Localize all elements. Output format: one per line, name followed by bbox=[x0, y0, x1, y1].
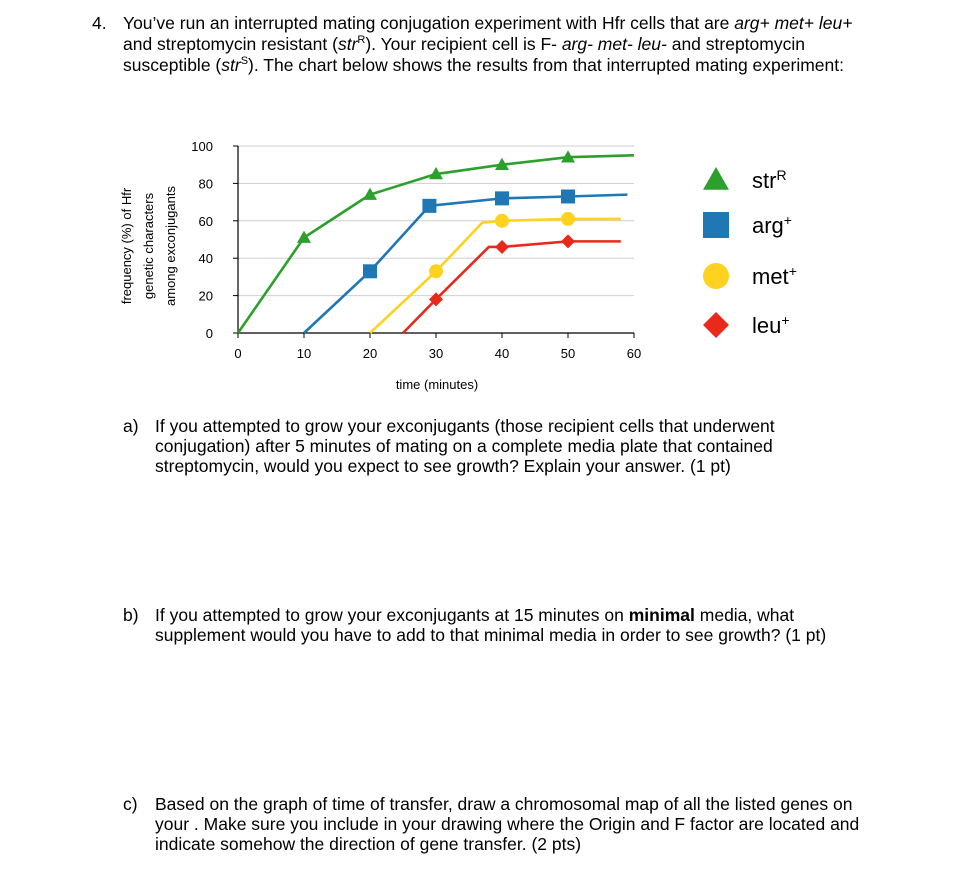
q-gene-arg: arg+ bbox=[734, 13, 770, 33]
q-text-4: and streptomycin susceptible ( bbox=[123, 34, 805, 75]
y-tick-label: 0 bbox=[205, 326, 213, 341]
series-line-leu+ bbox=[403, 241, 621, 333]
part-c-label: c) bbox=[123, 794, 138, 814]
x-tick-label: 0 bbox=[234, 346, 242, 361]
question-number: 4. bbox=[92, 13, 107, 33]
x-tick-label: 50 bbox=[560, 346, 576, 361]
y-axis-label-line: genetic characters bbox=[141, 192, 156, 300]
data-point-circle bbox=[561, 212, 575, 226]
q-text-1: You’ve run an interrupted mating conjugation experiment with Hfr cells that are bbox=[123, 13, 735, 33]
mating-chart bbox=[0, 0, 975, 400]
y-tick-label: 60 bbox=[198, 213, 213, 229]
legend-label: str$^R$ bbox=[752, 167, 787, 193]
q-str-r: R bbox=[357, 34, 366, 46]
y-axis-label-line: frequency (%) of Hfr bbox=[119, 187, 134, 305]
q-text-5: ). The chart below shows the results from that interrupted mating experiment: bbox=[248, 55, 844, 75]
x-tick-label: 60 bbox=[626, 346, 642, 361]
series-line-met+ bbox=[370, 219, 621, 333]
y-tick-label: 20 bbox=[198, 288, 213, 304]
q-str: str bbox=[337, 34, 358, 54]
data-point-diamond bbox=[495, 240, 509, 254]
series-line-arg+ bbox=[304, 195, 627, 333]
q-text-2: and streptomycin resistant ( bbox=[123, 34, 338, 54]
part-a-text: If you attempted to grow your exconjugants (those recipient cells that underwent conjugation) after 5 minutes of mating on a complete media plate that contained streptomycin, would you expect to see growth? Explain your answer. (1 pt) bbox=[155, 416, 775, 476]
part-a-label: a) bbox=[123, 416, 139, 436]
part-b-text-2: media, what supplement would you have to add to that minimal media in order to see growth? (1 pt) bbox=[155, 605, 827, 645]
data-point-circle bbox=[495, 214, 509, 228]
part-b-label: b) bbox=[123, 605, 139, 625]
legend-label: arg+ bbox=[752, 212, 792, 238]
data-point-circle bbox=[429, 264, 443, 278]
y-tick-label: 80 bbox=[198, 176, 213, 192]
data-point-triangle bbox=[703, 167, 729, 190]
part-b-text-1: If you attempted to grow your exconjugants at 15 minutes on bbox=[155, 605, 629, 625]
data-point-triangle bbox=[297, 231, 311, 243]
x-axis-label: time (minutes) bbox=[395, 377, 479, 392]
part-b-bold: minimal bbox=[628, 605, 695, 625]
y-tick-label: 40 bbox=[198, 251, 213, 267]
data-point-square bbox=[422, 199, 436, 213]
q-gene-met-leu: met+ leu+ bbox=[774, 13, 853, 33]
x-tick-label: 40 bbox=[494, 346, 510, 361]
data-point-square bbox=[363, 264, 377, 278]
data-point-square bbox=[495, 191, 509, 205]
q-str2: str bbox=[221, 55, 241, 75]
part-b-text bbox=[155, 605, 855, 645]
data-point-circle bbox=[703, 263, 729, 289]
data-point-square bbox=[703, 212, 729, 238]
data-point-square bbox=[561, 189, 575, 203]
q-str-s: S bbox=[240, 55, 249, 67]
q-recipient-genes: arg- met- leu- bbox=[561, 34, 667, 54]
legend-label: leu+ bbox=[752, 312, 790, 338]
x-tick-label: 30 bbox=[428, 346, 444, 361]
x-tick-label: 10 bbox=[296, 346, 312, 361]
part-c-text: Based on the graph of time of transfer, draw a chromosomal map of all the listed genes on your . Make sure you include in your drawing where the Origin and F factor are located and indicate somehow the direction of gene transfer. (2 pts) bbox=[155, 794, 860, 854]
y-tick-label: 100 bbox=[191, 139, 213, 154]
data-point-diamond bbox=[703, 312, 729, 338]
series-line-strR bbox=[238, 155, 634, 333]
y-axis-label-line: among exconjugants bbox=[163, 186, 178, 306]
data-point-diamond bbox=[561, 234, 575, 248]
legend-label: met+ bbox=[752, 263, 797, 289]
x-tick-label: 20 bbox=[362, 346, 378, 361]
q-text-3: ). Your recipient cell is F- bbox=[365, 34, 562, 54]
